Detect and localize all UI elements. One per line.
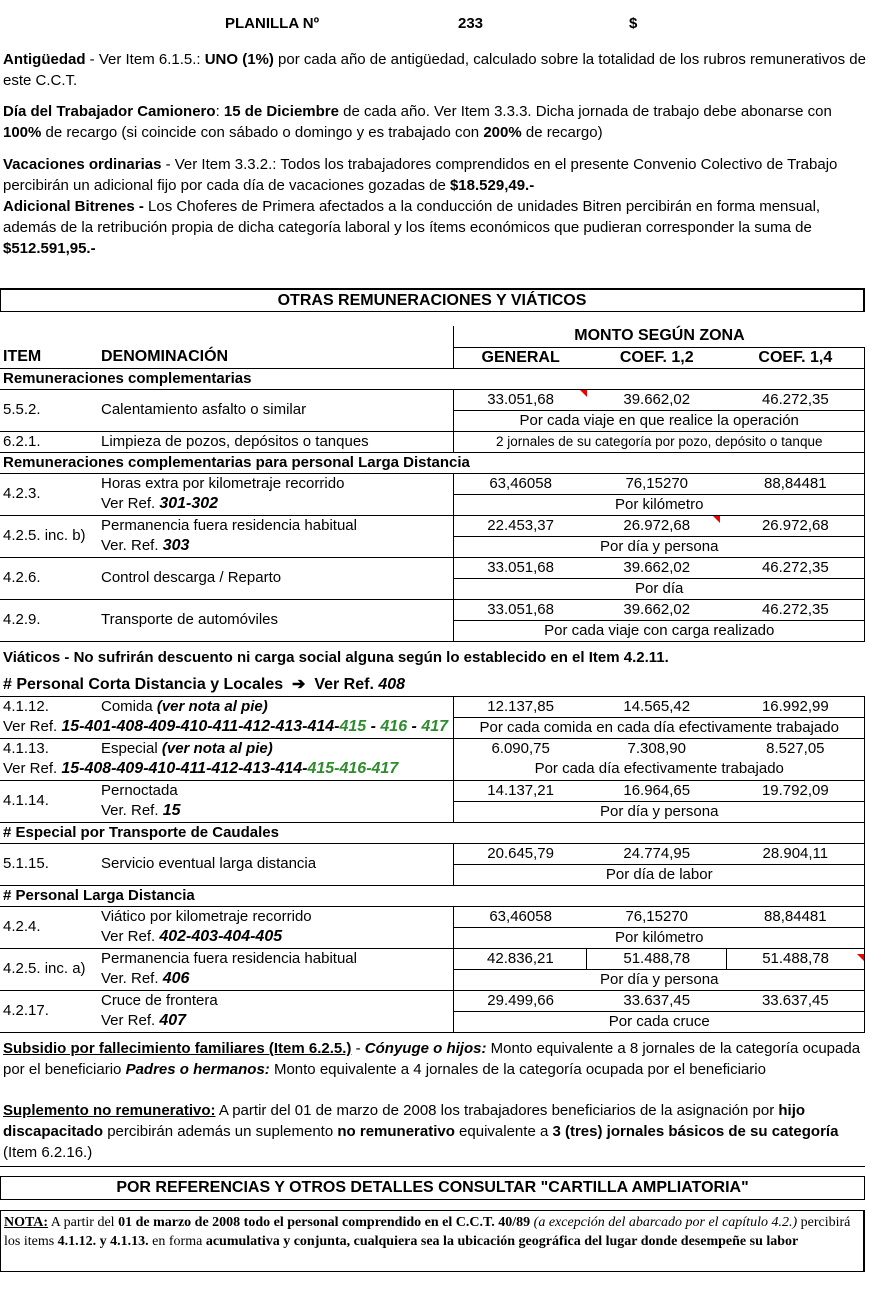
bitrenes-amount: $512.591,95.-	[3, 240, 96, 257]
table-row-note	[0, 1011, 865, 1032]
value-coef14: 51.488,78	[727, 948, 865, 969]
table-row	[0, 990, 865, 1011]
value-coef12: 14.565,42	[587, 696, 727, 717]
value-coef12: 76,15270	[587, 473, 727, 494]
item-reference: Ver. Ref. 406	[98, 969, 454, 990]
table-row-note	[0, 717, 865, 738]
comment-marker-icon	[713, 516, 720, 523]
item-code: 5.5.2.	[0, 389, 98, 431]
bitrenes-text: Los Choferes de Primera afectados a la conducción de unidades Bitren percibirán en forma mensual, además de la retribución propia de dicha categoría laboral y los ítems económicos que pudieran corresponder la suma de	[3, 198, 821, 236]
dia-text-3: de recargo (si coincide con sábado o domingo y es trabajado con	[41, 124, 484, 141]
item-code: 4.2.5. inc. a)	[0, 948, 98, 990]
item-reference: Ver Ref. 402-403-404-405	[98, 927, 454, 948]
section-row	[0, 675, 865, 696]
item-note: Por día y persona	[454, 969, 865, 990]
value-general: 33.051,68	[454, 599, 587, 620]
item-code: 4.2.6.	[0, 557, 98, 599]
item-denominacion: Control descarga / Reparto	[98, 557, 454, 599]
table-row	[0, 557, 865, 578]
section-row	[0, 822, 865, 843]
value-general: 6.090,75	[491, 739, 550, 757]
dia-text: :	[215, 103, 224, 120]
value-coef14: 88,84481	[727, 473, 865, 494]
value-coef14: 46.272,35	[727, 557, 865, 578]
item-code: 4.2.9.	[0, 599, 98, 641]
table-row	[0, 389, 865, 410]
value-coef12: 7.308,90	[627, 739, 686, 757]
col-coef12-header: COEF. 1,2	[619, 348, 694, 366]
currency-symbol: $	[629, 15, 638, 32]
section-label: Remuneraciones complementarias para personal Larga Distancia	[0, 452, 865, 473]
dia-text-4: de recargo)	[521, 124, 603, 141]
table-row-note	[0, 801, 865, 822]
item-reference: Ver. Ref. 15	[98, 801, 454, 822]
item-denominacion: Pernoctada	[98, 780, 454, 801]
item-code: 5.1.15.	[0, 843, 98, 885]
antiguedad-paragraph	[3, 49, 873, 91]
value-general: 33.051,68	[454, 557, 587, 578]
item-note: Por kilómetro	[454, 927, 865, 948]
item-reference: Ver. Ref. 303	[98, 536, 454, 557]
value-coef12: 24.774,95	[587, 843, 727, 864]
value-coef12: 33.637,45	[587, 990, 727, 1011]
dia-recargo-200: 200%	[483, 124, 522, 141]
value-coef14: 46.272,35	[727, 599, 865, 620]
item-denominacion: Viático por kilometraje recorrido	[98, 906, 454, 927]
value-coef14: 26.972,68	[727, 515, 865, 536]
item-note: Por día y persona	[454, 801, 865, 822]
dia-trabajador-paragraph	[3, 101, 873, 143]
table-row	[0, 473, 865, 494]
dia-recargo-100: 100%	[3, 124, 42, 141]
value-general: 63,46058	[454, 906, 587, 927]
antiguedad-percent: UNO (1%)	[204, 51, 274, 68]
item-reference: Ver Ref. 15-401-408-409-410-411-412-413-414-415 - 416 - 417	[0, 717, 454, 738]
table-header-row-1	[0, 326, 865, 347]
table-row	[0, 599, 865, 620]
monto-zona-header: MONTO SEGÚN ZONA	[454, 326, 865, 347]
item-denominacion: Horas extra por kilometraje recorrido	[98, 473, 454, 494]
col-coef14-header: COEF. 1,4	[727, 347, 865, 368]
item-note: Por cada viaje en que realice la operación	[454, 410, 865, 431]
item-code: 4.2.3.	[0, 473, 98, 515]
antiguedad-text-2: por cada año de antigüedad, calculado sobre la totalidad de los rubros remunerativos de este C.C.T.	[3, 51, 866, 89]
planilla-number: 233	[458, 15, 484, 32]
item-note: 2 jornales de su categoría por pozo, depósito o tanque	[454, 431, 865, 452]
item-note: Por día y persona	[454, 536, 865, 557]
table-row	[0, 696, 865, 717]
col-denominacion-header: DENOMINACIÓN	[98, 347, 454, 368]
table-row	[0, 780, 865, 801]
value-coef14: 88,84481	[727, 906, 865, 927]
item-note: Por cada viaje con carga realizado	[454, 620, 865, 641]
value-general: 33.051,68	[454, 389, 587, 410]
planilla-label: PLANILLA Nº	[225, 15, 320, 32]
col-general-header: GENERAL	[481, 348, 560, 366]
table-row-note	[0, 927, 865, 948]
comment-marker-icon	[580, 390, 587, 397]
table-row-note	[0, 494, 865, 515]
value-coef14: 46.272,35	[727, 389, 865, 410]
section-label: # Especial por Transporte de Caudales	[0, 822, 865, 843]
suplemento-title: Suplemento no remunerativo:	[3, 1102, 216, 1119]
vacaciones-paragraph	[3, 154, 873, 196]
table-row	[0, 948, 865, 969]
viaticos-row	[0, 641, 865, 675]
referencias-banner: POR REFERENCIAS Y OTROS DETALLES CONSULTAR "CARTILLA AMPLIATORIA"	[0, 1176, 865, 1200]
item-note: Por cada comida en cada día efectivamente trabajado	[454, 717, 865, 738]
item-denominacion: Limpieza de pozos, depósitos o tanques	[98, 431, 454, 452]
table-row-note	[0, 759, 865, 780]
subsidio-paragraph: Subsidio por fallecimiento familiares (Item 6.2.5.) - Cónyuge o hijos: Monto equivalente a 8 jornales de la categoría ocupada por el beneficiario Padres o hermanos: Monto equivalente a 4 jornales de la categoría ocupada por el beneficiario	[3, 1040, 861, 1078]
value-coef14: 19.792,09	[727, 780, 865, 801]
value-general: 29.499,66	[454, 990, 587, 1011]
value-coef12: 39.662,02	[587, 389, 727, 410]
item-denominacion: Transporte de automóviles	[98, 599, 454, 641]
value-coef12: 16.964,65	[587, 780, 727, 801]
table-row	[0, 515, 865, 536]
suplemento-paragraph: Suplemento no remunerativo: A partir del 01 de marzo de 2008 los trabajadores beneficiarios de la asignación por hijo discapacitado percibirán además un suplemento no remunerativo equivalente a 3 (tres) jornales básicos de su categoría (Item 6.2.16.)	[0, 1100, 865, 1167]
item-note: Por cada cruce	[454, 1011, 865, 1032]
bitrenes-title: Adicional Bitrenes -	[3, 198, 149, 215]
comment-marker-icon	[857, 954, 864, 961]
value-coef12: 51.488,78	[587, 948, 727, 969]
item-denominacion: Servicio eventual larga distancia	[98, 843, 454, 885]
value-coef12: 39.662,02	[587, 557, 727, 578]
item-code: 4.1.12.	[3, 697, 49, 715]
section-row	[0, 885, 865, 906]
table-row	[0, 431, 865, 452]
value-general: 42.836,21	[454, 948, 587, 969]
table-header-row-2	[0, 347, 865, 368]
item-code: 4.2.5. inc. b)	[0, 515, 98, 557]
dia-title: Día del Trabajador Camionero	[3, 103, 216, 120]
section-label: Remuneraciones complementarias	[0, 368, 865, 389]
otras-remuneraciones-title: OTRAS REMUNERACIONES Y VIÁTICOS	[0, 288, 865, 312]
bitrenes-paragraph	[3, 196, 873, 259]
table-row	[0, 738, 865, 759]
item-denominacion: Permanencia fuera residencia habitual	[98, 515, 454, 536]
item-denominacion: Cruce de frontera	[98, 990, 454, 1011]
table-row	[0, 906, 865, 927]
vacaciones-title: Vacaciones ordinarias	[3, 156, 162, 173]
section-label: # Personal Corta Distancia y Locales ➔ Ver Ref. 408	[0, 675, 865, 696]
subsidio-title: Subsidio por fallecimiento familiares (Item 6.2.5.)	[3, 1040, 352, 1057]
value-general: 22.453,37	[454, 515, 587, 536]
item-code: 4.2.4.	[0, 906, 98, 948]
item-denominacion: Comida (ver nota al pie)	[98, 696, 454, 717]
antiguedad-title: Antigüedad	[3, 51, 86, 68]
remuneraciones-table	[0, 326, 865, 1033]
antiguedad-text: - Ver Item 6.1.5.:	[85, 51, 205, 68]
item-note: Por kilómetro	[454, 494, 865, 515]
value-coef14: 8.527,05	[727, 738, 865, 759]
table-row-note	[0, 536, 865, 557]
col-item-header: ITEM	[3, 348, 42, 366]
vacaciones-amount: $18.529,49.-	[449, 177, 535, 194]
section-row	[0, 368, 865, 389]
vacaciones-text: - Ver Item 3.3.2.: Todos los trabajadores comprendidos en el presente Convenio Colectivo de Trabajo percibirán un adicional fijo por cada día de vacaciones gozadas de	[3, 156, 838, 194]
item-denominacion: Permanencia fuera residencia habitual	[98, 948, 454, 969]
item-denominacion: Calentamiento asfalto o similar	[98, 389, 454, 431]
table-row-note	[0, 969, 865, 990]
dia-date: 15 de Diciembre	[223, 103, 339, 120]
item-reference: Ver Ref. 15-408-409-410-411-412-413-414-415-416-417	[0, 759, 454, 780]
section-label: # Personal Larga Distancia	[0, 885, 865, 906]
dia-text-2: de cada año. Ver Item 3.3.3. Dicha jornada de trabajo debe abonarse con	[338, 103, 832, 120]
item-code: 4.1.13.	[3, 739, 49, 757]
value-coef14: 33.637,45	[727, 990, 865, 1011]
item-code: 4.2.17.	[0, 990, 98, 1032]
value-general: 14.137,21	[454, 780, 587, 801]
item-reference: Ver Ref. 407	[98, 1011, 454, 1032]
item-denominacion: Especial (ver nota al pie)	[98, 738, 454, 759]
item-reference: Ver Ref. 301-302	[98, 494, 454, 515]
value-coef14: 28.904,11	[727, 843, 865, 864]
nota-title: NOTA:	[4, 1215, 49, 1230]
section-row	[0, 452, 865, 473]
item-note: Por día de labor	[454, 864, 865, 885]
item-note: Por cada día efectivamente trabajado	[454, 759, 865, 780]
value-coef12: 39.662,02	[587, 599, 727, 620]
value-general: 63,46058	[454, 473, 587, 494]
value-coef12: 26.972,68	[587, 515, 727, 536]
arrow-right-icon: ➔	[292, 676, 306, 694]
value-general: 12.137,85	[454, 696, 587, 717]
table-row	[0, 843, 865, 864]
viaticos-label: Viáticos - No sufrirán descuento ni carga social alguna según lo establecido en el Item 4.2.11.	[3, 649, 669, 667]
nota-box: NOTA: A partir del 01 de marzo de 2008 todo el personal comprendido en el C.C.T. 40/89 (a excepción del abarcado por el capítulo 4.2.) percibirá los items 4.1.12. y 4.1.13. en forma acumulativa y conjunta, cualquiera sea la ubicación geográfica del lugar donde desempeñe su labor	[0, 1210, 865, 1272]
item-note: Por día	[454, 578, 865, 599]
item-code: 6.2.1.	[0, 431, 98, 452]
item-code: 4.1.14.	[0, 780, 98, 822]
value-coef12: 76,15270	[587, 906, 727, 927]
value-general: 20.645,79	[454, 843, 587, 864]
value-coef14: 16.992,99	[727, 696, 865, 717]
